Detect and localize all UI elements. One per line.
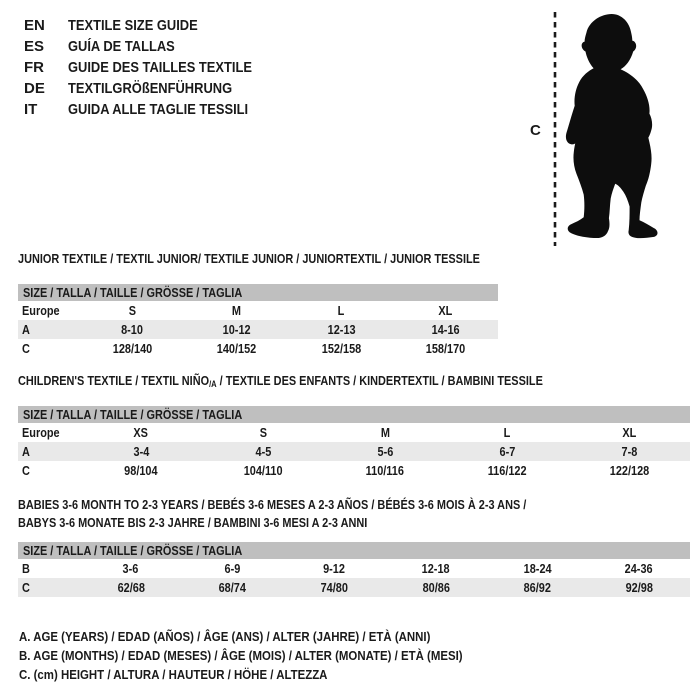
babies-section-title-line2: BABYS 3-6 MONATE BIS 2-3 JAHRE / BAMBINI 3-6 MESI A 2-3 ANNI: [18, 515, 368, 530]
lang-row-fr: [24, 57, 282, 78]
size-cell: 80/86: [385, 578, 487, 597]
size-cell: XS: [133, 425, 149, 440]
measure-legend: [19, 627, 523, 684]
lang-row-en: [24, 15, 282, 36]
row-label: Europe: [22, 303, 60, 318]
row-label: C: [18, 578, 80, 597]
size-cell: 68/74: [182, 578, 284, 597]
size-cell: 6-9: [224, 561, 241, 576]
size-cell: 3-6: [122, 561, 139, 576]
row-label: A: [18, 320, 80, 339]
legend-line-b: B. AGE (MONTHS) / EDAD (MESES) / ÂGE (MOIS) / ALTER (MONATE) / ETÀ (MESI): [19, 648, 463, 663]
size-cell: L: [337, 303, 345, 318]
size-cell: M: [380, 425, 390, 440]
size-cell: 140/152: [217, 341, 257, 356]
height-measure-label: C: [530, 122, 541, 139]
size-cell: 92/98: [588, 578, 690, 597]
height-figure: [520, 10, 690, 250]
size-cell: S: [128, 303, 136, 318]
lang-row-es: [24, 36, 282, 57]
babies-size-table: [18, 542, 690, 597]
lang-code: ES: [24, 38, 45, 55]
size-cell: XL: [438, 303, 453, 318]
table-row: [18, 578, 690, 597]
size-cell: 116/122: [487, 463, 527, 478]
size-cell: 9-12: [323, 561, 346, 576]
lang-code: DE: [24, 80, 45, 97]
table-row: [18, 320, 498, 339]
table-row: [18, 461, 690, 480]
size-cell: 104/110: [243, 463, 283, 478]
legend-line-a: A. AGE (YEARS) / EDAD (AÑOS) / ÂGE (ANS) / ALTER (JAHRE) / ETÀ (ANNI): [19, 629, 431, 644]
size-cell: L: [503, 425, 511, 440]
lang-title: GUIDA ALLE TAGLIE TESSILI: [68, 101, 249, 118]
lang-title: TEXTILGRÖßENFÜHRUNG: [68, 80, 233, 97]
size-cell: XL: [622, 425, 636, 440]
children-size-table: [18, 406, 690, 480]
junior-size-table: [18, 284, 498, 358]
size-cell: 122/128: [609, 463, 649, 478]
table-header-cell: SIZE / TALLA / TAILLE / GRÖSSE / TAGLIA: [18, 284, 498, 301]
row-label: C: [22, 463, 30, 478]
size-cell: 86/92: [487, 578, 589, 597]
lang-code: IT: [24, 101, 38, 118]
table-row: [18, 339, 498, 358]
table-row: [18, 442, 690, 461]
lang-title: GUIDE DES TAILLES TEXTILE: [68, 59, 252, 76]
table-header-cell: SIZE / TALLA / TAILLE / GRÖSSE / TAGLIA: [18, 542, 690, 559]
size-cell: 98/104: [124, 463, 158, 478]
children-section-title: CHILDREN'S TEXTILE / TEXTIL $NIÑO_{/A}$ / TEXTILE DES ENFANTS / KINDERTEXTIL / BAMBINI TESSILE: [18, 373, 543, 389]
legend-line-c: C. (cm) HEIGHT / ALTURA / HAUTEUR / HÖHE / ALTEZZA: [19, 667, 328, 682]
size-cell: 3-4: [80, 442, 202, 461]
size-cell: 18-24: [523, 561, 552, 576]
lang-code: FR: [24, 59, 44, 76]
size-cell: 4-5: [202, 442, 324, 461]
lang-row-it: [24, 99, 282, 120]
size-cell: 6-7: [446, 442, 568, 461]
lang-code: EN: [24, 17, 45, 34]
row-label: Europe: [22, 425, 60, 440]
size-cell: 152/158: [321, 341, 361, 356]
table-header-row: [18, 284, 498, 301]
size-cell: 62/68: [80, 578, 182, 597]
table-header-row: [18, 406, 690, 423]
size-cell: 12-13: [289, 320, 394, 339]
size-cell: 7-8: [568, 442, 690, 461]
size-cell: S: [259, 425, 267, 440]
size-cell: 8-10: [80, 320, 185, 339]
table-row: [18, 559, 690, 578]
size-cell: 5-6: [324, 442, 446, 461]
row-label: A: [18, 442, 80, 461]
lang-row-de: [24, 78, 282, 99]
junior-section-title: JUNIOR TEXTILE / TEXTIL JUNIOR/ TEXTILE JUNIOR / JUNIORTEXTIL / JUNIOR TESSILE: [18, 251, 480, 266]
language-title-list: [24, 15, 282, 120]
size-cell: 24-36: [625, 561, 654, 576]
table-header-row: [18, 542, 690, 559]
size-cell: 10-12: [185, 320, 290, 339]
size-cell: 14-16: [394, 320, 499, 339]
row-label: C: [22, 341, 30, 356]
table-row: [18, 423, 690, 442]
size-cell: 128/140: [112, 341, 152, 356]
lang-title: GUÍA DE TALLAS: [68, 38, 175, 55]
babies-section-title-line1: BABIES 3-6 MONTH TO 2-3 YEARS / BEBÉS 3-6 MESES A 2-3 AÑOS / BÉBÉS 3-6 MOIS À 2-3 ANS /: [18, 497, 527, 512]
size-cell: M: [232, 303, 242, 318]
lang-title: TEXTILE SIZE GUIDE: [68, 17, 198, 34]
size-cell: 74/80: [283, 578, 385, 597]
row-label: B: [22, 561, 30, 576]
table-header-cell: SIZE / TALLA / TAILLE / GRÖSSE / TAGLIA: [18, 406, 690, 423]
size-cell: 110/116: [365, 463, 405, 478]
toddler-silhouette: [566, 14, 658, 238]
size-cell: 158/170: [426, 341, 466, 356]
table-row: [18, 301, 498, 320]
height-figure-graphic: [520, 10, 690, 250]
size-cell: 12-18: [421, 561, 450, 576]
